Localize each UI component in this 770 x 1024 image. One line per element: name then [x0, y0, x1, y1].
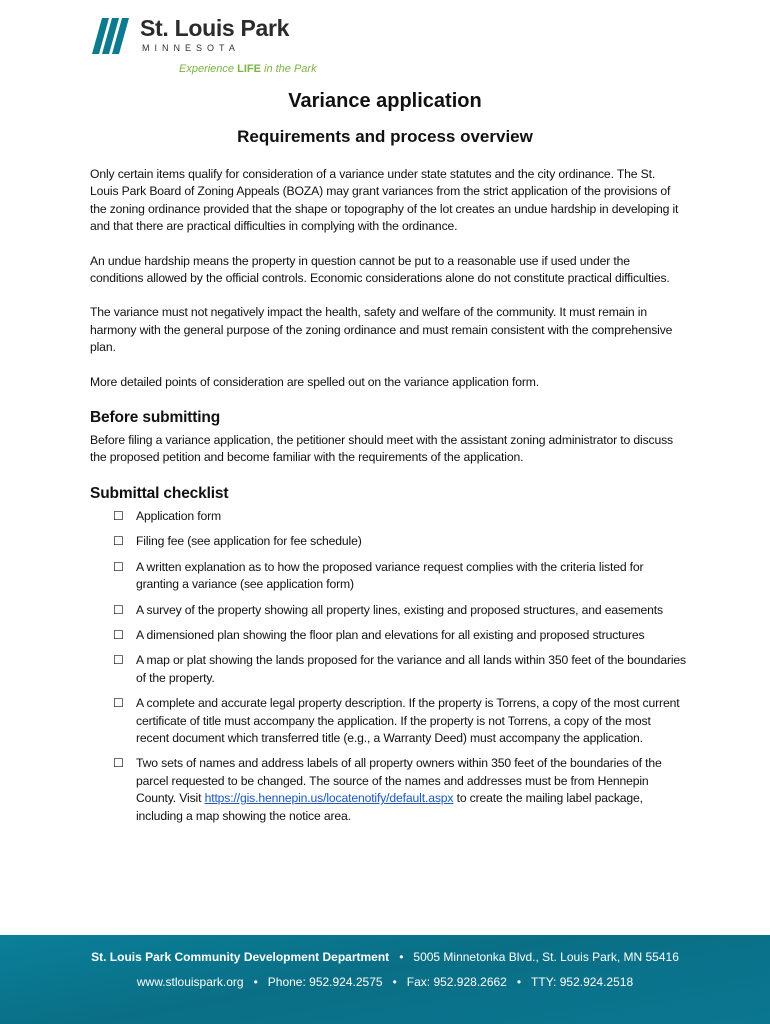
impact-paragraph: The variance must not negatively impact the health, safety and welfare of the community. It must remain in harmony with the general purpose of the zoning ordinance and must remain consistent with the comprehensive plan. [90, 305, 673, 355]
bullet: • [253, 975, 258, 989]
checkbox[interactable]: ☐ [113, 627, 124, 642]
checklist-item [113, 695, 686, 747]
details-paragraph: More detailed points of consideration are spelled out on the variance application form. [90, 374, 539, 389]
checklist-item-text: A complete and accurate legal property description. If the property is Torrens, a copy of the most current certificate of title must accompany the application. If the property is not Torrens, a copy of the most recent document which transferred title (e.g., a Warranty Deed) must accompany the application. [136, 696, 680, 745]
checklist-item [113, 559, 686, 594]
checklist-item [113, 508, 686, 525]
checklist-item [113, 533, 686, 550]
checkbox[interactable]: ☐ [113, 696, 124, 711]
checklist-item-text: Filing fee (see application for fee schedule) [136, 534, 362, 549]
footer-address: 5005 Minnetonka Blvd., St. Louis Park, MN 55416 [413, 950, 679, 964]
checklist-item [113, 652, 686, 687]
checkbox[interactable]: ☐ [113, 559, 124, 574]
footer-tty: TTY: 952.924.2518 [531, 975, 634, 989]
checkbox[interactable]: ☐ [113, 653, 124, 668]
checkbox[interactable]: ☐ [113, 602, 124, 617]
checklist-item [113, 602, 686, 619]
footer [0, 935, 770, 1024]
footer-fax: Fax: 952.928.2662 [406, 975, 507, 989]
footer-website[interactable]: www.stlouispark.org [136, 975, 244, 989]
checkbox[interactable]: ☐ [113, 756, 124, 771]
footer-line-2 [0, 975, 770, 989]
checklist-item-text: to create the mailing label package, including a map showing the notice area. [136, 791, 643, 823]
footer-line-1 [0, 950, 770, 964]
bullet: • [399, 950, 404, 964]
page-subtitle: Requirements and process overview [237, 127, 533, 146]
checkbox[interactable]: ☐ [113, 508, 124, 523]
footer-phone: Phone: 952.924.2575 [267, 975, 383, 989]
checklist-item-text: A map or plat showing the lands proposed for the variance and all lands within 350 feet of the boundaries of the property. [136, 653, 686, 685]
checklist-item-text: Application form [136, 508, 221, 523]
checklist-item-text: A dimensioned plan showing the floor plan and elevations for all existing and proposed structures [136, 627, 645, 642]
page-title: Variance application [288, 90, 482, 112]
logo-tagline: Experience LIFE in the Park [179, 63, 317, 75]
checklist-item-text: A written explanation as to how the proposed variance request complies with the criteria listed for granting a variance (see application form) [136, 559, 644, 592]
city-logo [92, 16, 332, 80]
checklist-item-text: A survey of the property showing all property lines, existing and proposed structures, and easements [136, 602, 663, 617]
bullet: • [516, 975, 522, 989]
bullet: • [392, 975, 397, 989]
checklist-item [113, 627, 686, 644]
logo-state: MINNESOTA [142, 43, 240, 53]
checklist-heading: Submittal checklist [90, 484, 229, 502]
submittal-checklist [90, 508, 686, 825]
before-submitting-heading: Before submitting [90, 409, 221, 427]
footer-department: St. Louis Park Community Development Department [91, 950, 390, 964]
logo-stripes-icon [92, 18, 136, 54]
logo-name: St. Louis Park [140, 15, 290, 41]
document-body [90, 166, 686, 833]
before-submitting-text: Before filing a variance application, the petitioner should meet with the assistant zoning administrator to discuss the proposed petition and become familiar with the requirements of the application. [90, 433, 673, 465]
checklist-item [113, 755, 686, 825]
hennepin-gis-link[interactable]: https://gis.hennepin.us/locatenotify/default.aspx [204, 791, 454, 806]
intro-paragraph: Only certain items qualify for consideration of a variance under state statutes and the city ordinance. The St. Louis Park Board of Zoning Appeals (BOZA) may grant variances from the strict application of the provisions of the zoning ordinance provided that the shape or topography of the lot creates an undue hardship in developing it and that there are practical difficulties in complying with the ordinance. [90, 167, 679, 234]
checklist-item-text: Two sets of names and address labels of all property owners within 350 feet of the boundaries of the parcel requested to be changed. The source of the names and addresses must be from Hennepin County. Visit [136, 756, 662, 806]
checkbox[interactable]: ☐ [113, 534, 124, 549]
hardship-paragraph: An undue hardship means the property in question cannot be put to a reasonable use if used under the conditions allowed by the official controls. Economic considerations alone do not constitute practical difficulties. [90, 253, 670, 286]
